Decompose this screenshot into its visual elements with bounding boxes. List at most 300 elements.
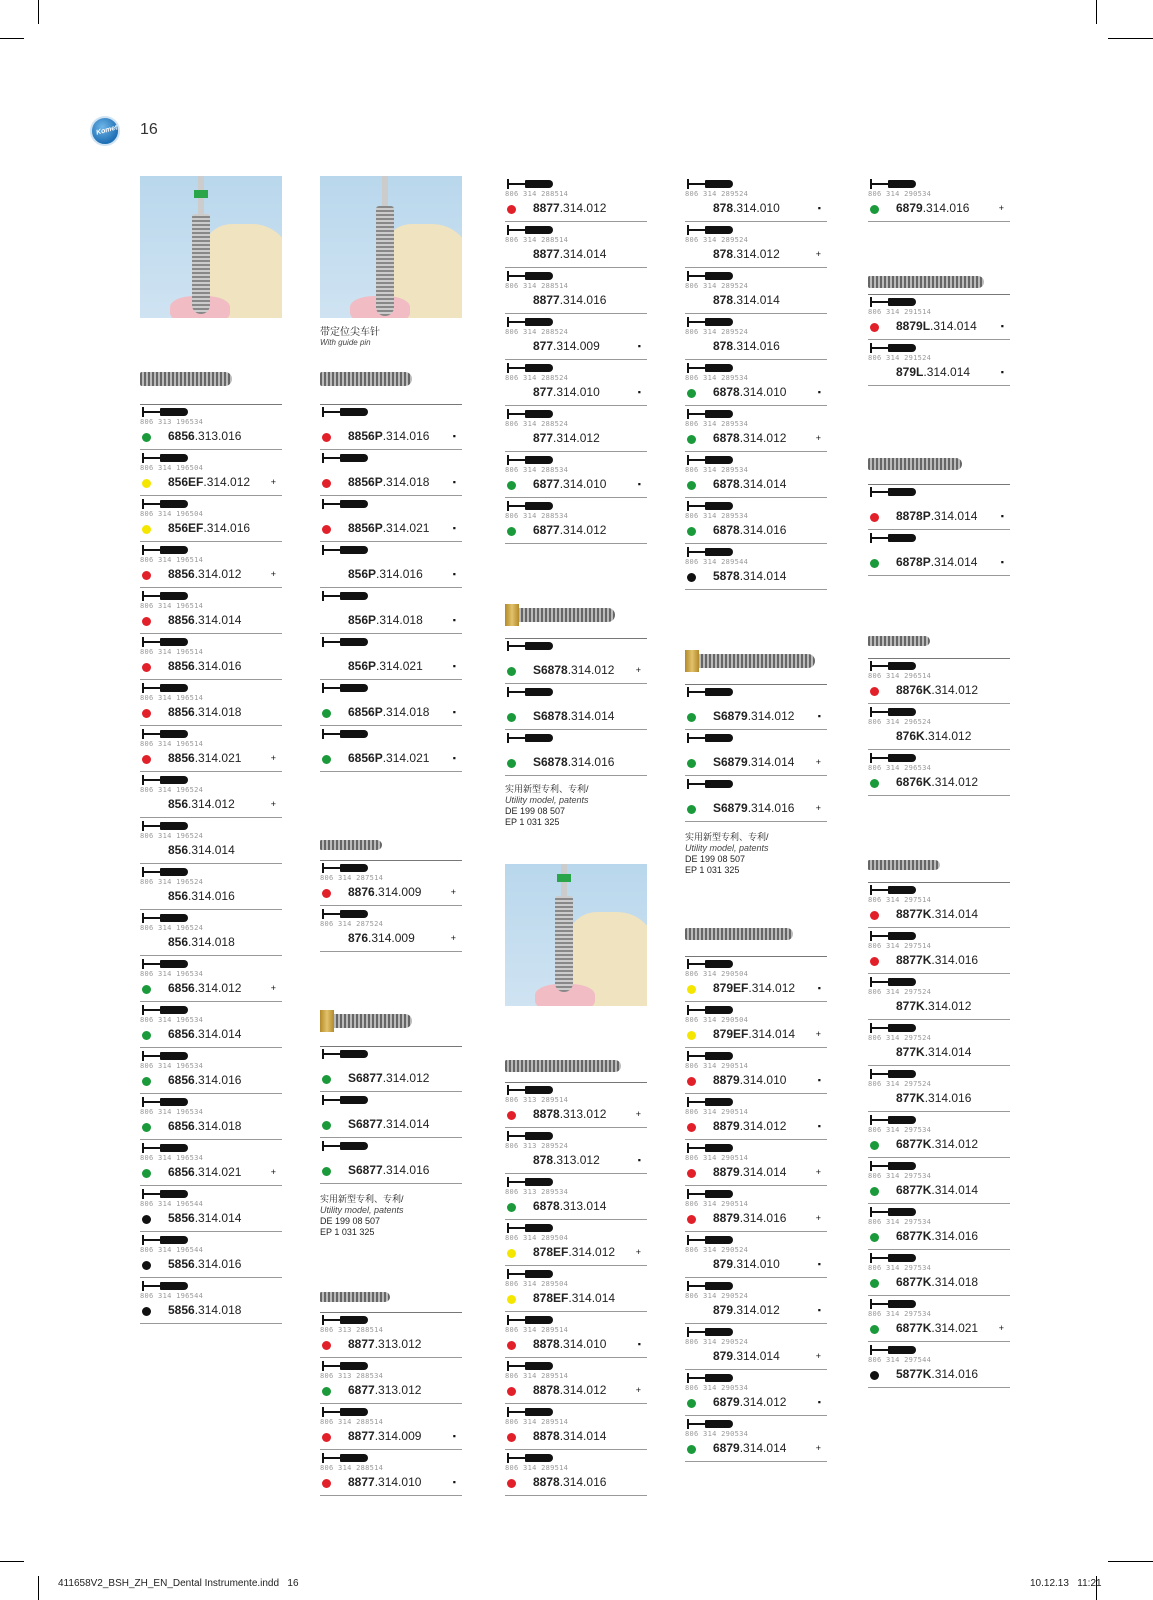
grit-dot <box>687 759 696 768</box>
availability-mark: ▪ <box>452 477 456 487</box>
clinical-illustration <box>140 176 282 318</box>
product-code-prefix: 6856 <box>168 981 195 995</box>
product-code-prefix: 8878P <box>896 509 931 523</box>
row-divider <box>685 589 827 590</box>
product-code-prefix: 877 <box>533 385 554 399</box>
product-code-suffix: .314.010 <box>739 1073 787 1087</box>
product-code-suffix: .314.012 <box>567 663 615 677</box>
product-code-suffix: .313.012 <box>559 1107 607 1121</box>
product-row <box>140 818 282 864</box>
product-code <box>348 885 421 899</box>
product-code-prefix: 6877 <box>533 523 560 537</box>
product-row <box>685 1324 827 1370</box>
crop-mark <box>38 0 39 24</box>
product-code <box>533 477 606 491</box>
product-code-prefix: 6878 <box>713 385 740 399</box>
product-code-prefix: 5877K <box>896 1367 932 1381</box>
order-reference: 806 314 196534 <box>140 970 204 978</box>
product-code <box>168 751 241 765</box>
product-code-prefix: 879EF <box>713 1027 749 1041</box>
product-code-suffix: .314.014 <box>923 365 971 379</box>
product-code <box>896 201 969 215</box>
patent-note-de: DE 199 08 507 <box>505 806 566 816</box>
product-code-suffix: .314.016 <box>931 953 979 967</box>
order-reference: 806 314 196514 <box>140 556 204 564</box>
order-reference: 806 314 289524 <box>685 282 749 290</box>
patent-note-en: Utility model, patents <box>685 843 769 853</box>
grit-dot <box>142 755 151 764</box>
product-code-suffix: .314.016 <box>382 1163 430 1177</box>
product-code <box>713 709 794 723</box>
product-row <box>685 268 827 314</box>
product-code-prefix: 856 <box>168 889 189 903</box>
footer-time: 11:21 <box>1077 1578 1102 1589</box>
bur-image <box>320 372 412 386</box>
order-reference: 806 314 290524 <box>685 1338 749 1346</box>
product-row <box>505 406 647 452</box>
availability-mark: ▪ <box>452 753 456 763</box>
product-row <box>685 1186 827 1232</box>
order-reference: 806 314 196524 <box>140 924 204 932</box>
availability-mark: ▪ <box>1000 511 1004 521</box>
availability-mark: + <box>270 477 276 487</box>
product-code <box>168 659 241 673</box>
product-code-suffix: .314.016 <box>559 293 607 307</box>
order-reference: 806 314 288534 <box>505 466 569 474</box>
order-reference: 806 314 196504 <box>140 464 204 472</box>
product-code-suffix: .314.012 <box>739 431 787 445</box>
product-code <box>348 931 415 945</box>
grit-dot <box>507 1341 516 1350</box>
patent-note-cn: 实用新型专利、专利/ <box>505 784 589 794</box>
product-code-prefix: 856EF <box>168 521 204 535</box>
grit-dot <box>870 323 879 332</box>
product-code <box>713 1303 780 1317</box>
product-code-prefix: 8856 <box>168 567 195 581</box>
order-reference: 806 313 289534 <box>505 1188 569 1196</box>
order-reference: 806 313 288514 <box>320 1326 384 1334</box>
order-reference: 806 314 290504 <box>685 1016 749 1024</box>
product-row <box>320 1138 462 1184</box>
product-code <box>533 1475 606 1489</box>
product-code-suffix: .314.010 <box>559 477 607 491</box>
product-code-suffix: .314.012 <box>553 431 600 445</box>
product-code-suffix: .314.018 <box>194 1303 242 1317</box>
product-row <box>868 928 1010 974</box>
product-code-prefix: 6856 <box>168 1165 195 1179</box>
product-code-suffix: .314.016 <box>931 1367 979 1381</box>
product-code-prefix: S6878 <box>533 709 568 723</box>
product-row <box>140 864 282 910</box>
grit-dot <box>142 709 151 718</box>
product-code <box>348 475 429 489</box>
product-code-suffix: .314.021 <box>194 751 242 765</box>
product-code <box>896 1045 971 1059</box>
product-row <box>140 588 282 634</box>
order-reference: 806 314 288514 <box>320 1418 384 1426</box>
logo-text: Komet <box>95 124 119 137</box>
clinical-illustration <box>320 176 462 318</box>
grit-dot <box>870 957 879 966</box>
patent-note-ep: EP 1 031 325 <box>320 1227 375 1237</box>
product-row <box>685 360 827 406</box>
product-code-prefix: 6877K <box>896 1321 932 1335</box>
product-code <box>896 1229 978 1243</box>
product-row <box>505 1358 647 1404</box>
availability-mark: + <box>270 799 276 809</box>
grit-dot <box>687 1445 696 1454</box>
grit-dot <box>870 559 879 568</box>
product-code <box>896 1183 978 1197</box>
row-divider <box>320 1183 462 1184</box>
product-row <box>868 1250 1010 1296</box>
grit-dot <box>142 1215 151 1224</box>
product-code-prefix: S6878 <box>533 755 568 769</box>
product-code-suffix: .314.021 <box>382 751 430 765</box>
product-row <box>505 1082 647 1128</box>
footer-date: 10.12.13 <box>1030 1578 1069 1589</box>
product-code-suffix: .314.010 <box>733 201 780 215</box>
product-code <box>713 1257 780 1271</box>
grit-dot <box>507 1111 516 1120</box>
product-row <box>140 1232 282 1278</box>
crop-mark <box>1096 0 1097 24</box>
product-row <box>685 684 827 730</box>
product-code-prefix: 6879 <box>896 201 923 215</box>
availability-mark: ▪ <box>1000 321 1004 331</box>
product-row <box>140 450 282 496</box>
order-reference: 806 313 288534 <box>320 1372 384 1380</box>
product-code <box>896 683 978 697</box>
product-row <box>685 1002 827 1048</box>
product-code <box>533 1337 606 1351</box>
grit-dot <box>507 205 516 214</box>
grit-dot <box>687 1031 696 1040</box>
grit-dot <box>687 713 696 722</box>
availability-mark: + <box>815 757 821 767</box>
order-reference: 806 314 196514 <box>140 694 204 702</box>
order-reference: 806 314 290514 <box>685 1062 749 1070</box>
komet-logo <box>90 116 120 146</box>
product-code-prefix: 8877 <box>533 293 560 307</box>
product-code-suffix: .314.014 <box>559 1429 607 1443</box>
product-code <box>168 1303 241 1317</box>
product-code <box>348 705 429 719</box>
bur-image <box>320 1292 390 1302</box>
product-code <box>533 385 600 399</box>
product-code-prefix: S6879 <box>713 755 748 769</box>
grit-dot <box>142 1031 151 1040</box>
grit-dot <box>507 1295 516 1304</box>
product-code <box>533 1429 606 1443</box>
availability-mark: ▪ <box>817 387 821 397</box>
product-row <box>868 1342 1010 1388</box>
product-code <box>713 431 786 445</box>
product-row <box>320 1404 462 1450</box>
product-code <box>168 705 241 719</box>
order-reference: 806 314 196524 <box>140 832 204 840</box>
product-code-prefix: S6879 <box>713 709 748 723</box>
product-row <box>505 1450 647 1496</box>
bur-image <box>320 840 382 850</box>
bur-image <box>868 636 930 646</box>
product-code <box>896 907 978 921</box>
product-row <box>868 176 1010 222</box>
product-code <box>168 1073 241 1087</box>
grit-dot <box>322 1387 331 1396</box>
product-row <box>868 484 1010 530</box>
product-code <box>348 1429 421 1443</box>
order-reference: 806 314 289534 <box>685 466 749 474</box>
order-reference: 806 314 196524 <box>140 878 204 886</box>
order-reference: 806 314 288514 <box>505 282 569 290</box>
product-code-suffix: .314.012 <box>559 1383 607 1397</box>
product-row <box>868 658 1010 704</box>
product-code <box>348 1383 421 1397</box>
order-reference: 806 314 290514 <box>685 1108 749 1116</box>
product-code-prefix: 8879 <box>713 1211 740 1225</box>
product-code-prefix: 8876 <box>348 885 375 899</box>
grit-dot <box>322 433 331 442</box>
product-code-suffix: .313.012 <box>553 1153 600 1167</box>
order-reference: 806 314 288524 <box>505 374 569 382</box>
crop-mark <box>38 1576 39 1600</box>
availability-mark: + <box>815 1443 821 1453</box>
bur-image <box>505 1060 621 1072</box>
product-code <box>713 1119 786 1133</box>
bur-image <box>140 372 232 386</box>
order-reference: 806 314 290524 <box>685 1246 749 1254</box>
product-code-prefix: 6877K <box>896 1229 932 1243</box>
product-code <box>713 1349 780 1363</box>
grit-dot <box>142 1077 151 1086</box>
order-reference: 806 314 196504 <box>140 510 204 518</box>
product-code-prefix: 6878 <box>533 1199 560 1213</box>
patent-note-cn: 实用新型专利、专利/ <box>685 832 769 842</box>
grit-dot <box>870 1325 879 1334</box>
product-code-suffix: .314.018 <box>382 705 430 719</box>
product-code <box>713 1395 786 1409</box>
product-code-suffix: .314.012 <box>188 797 235 811</box>
product-row <box>320 1312 462 1358</box>
patent-note-de: DE 199 08 507 <box>320 1216 381 1226</box>
product-code-suffix: .314.012 <box>931 775 979 789</box>
product-row <box>685 1416 827 1462</box>
product-row <box>505 1312 647 1358</box>
product-row <box>140 910 282 956</box>
product-code <box>713 981 795 995</box>
grit-dot <box>870 1371 879 1380</box>
product-code-suffix: .314.018 <box>188 935 235 949</box>
grit-dot <box>142 985 151 994</box>
crop-mark <box>1108 1561 1153 1562</box>
product-code <box>896 1137 978 1151</box>
availability-mark: ▪ <box>452 707 456 717</box>
order-reference: 806 314 290534 <box>685 1384 749 1392</box>
product-code-suffix: .314.012 <box>733 1303 780 1317</box>
product-code-suffix: .314.014 <box>924 1045 972 1059</box>
caption-guide-pin-en: With guide pin <box>320 338 371 347</box>
footer-filename: 411658V2_BSH_ZH_EN_Dental Instrumente.indd <box>58 1578 280 1589</box>
product-code <box>168 1257 241 1271</box>
product-code <box>713 1073 786 1087</box>
product-code-suffix: .314.012 <box>931 1137 979 1151</box>
grit-dot <box>142 663 151 672</box>
product-code-suffix: .314.016 <box>931 1229 979 1243</box>
product-code-suffix: .314.021 <box>376 659 423 673</box>
product-code-prefix: 856P <box>348 567 377 581</box>
product-code-prefix: 5878 <box>713 569 740 583</box>
product-row <box>868 1158 1010 1204</box>
grit-dot <box>687 1169 696 1178</box>
product-code-suffix: .314.016 <box>188 889 235 903</box>
product-code-suffix: .313.014 <box>559 1199 607 1213</box>
product-row <box>505 314 647 360</box>
product-code-suffix: .314.016 <box>382 429 430 443</box>
product-code-prefix: S6877 <box>348 1071 383 1085</box>
grit-dot <box>322 1167 331 1176</box>
grit-dot <box>507 667 516 676</box>
grit-dot <box>507 1479 516 1488</box>
grit-dot <box>870 205 879 214</box>
product-code <box>168 935 235 949</box>
grit-dot <box>507 481 516 490</box>
order-reference: 806 313 289524 <box>505 1142 569 1150</box>
product-row <box>868 882 1010 928</box>
product-code-prefix: 877 <box>533 339 554 353</box>
availability-mark: + <box>998 1323 1004 1333</box>
order-reference: 806 314 297524 <box>868 988 932 996</box>
product-code-prefix: 5856 <box>168 1257 195 1271</box>
product-code <box>348 1163 429 1177</box>
availability-mark: ▪ <box>637 341 641 351</box>
grit-dot <box>322 479 331 488</box>
product-code <box>348 1117 429 1131</box>
product-code <box>533 1245 615 1259</box>
grit-dot <box>687 481 696 490</box>
product-code <box>168 1027 241 1041</box>
bur-band <box>557 874 571 882</box>
availability-mark: ▪ <box>452 615 456 625</box>
product-row <box>505 360 647 406</box>
availability-mark: ▪ <box>637 479 641 489</box>
order-reference: 806 314 196544 <box>140 1200 204 1208</box>
product-code-suffix: .314.014 <box>931 1183 979 1197</box>
row-divider <box>868 221 1010 222</box>
product-code-prefix: 877K <box>896 1091 925 1105</box>
grit-dot <box>687 527 696 536</box>
product-code-prefix: 6856P <box>348 705 383 719</box>
product-code-prefix: 879 <box>713 1349 734 1363</box>
order-reference: 806 314 196534 <box>140 1016 204 1024</box>
product-code <box>168 1211 241 1225</box>
product-code-suffix: .314.012 <box>924 999 972 1013</box>
product-code-suffix: .314.012 <box>924 729 972 743</box>
product-row <box>868 1204 1010 1250</box>
product-code-suffix: .314.012 <box>748 981 796 995</box>
product-row <box>505 730 647 776</box>
product-code <box>713 1211 786 1225</box>
order-reference: 806 314 289514 <box>505 1326 569 1334</box>
row-divider <box>685 821 827 822</box>
grit-dot <box>322 755 331 764</box>
product-code-prefix: 6876K <box>896 775 932 789</box>
grit-dot <box>142 433 151 442</box>
product-code-suffix: .314.018 <box>194 1119 242 1133</box>
product-code <box>713 385 786 399</box>
order-reference: 806 314 297534 <box>868 1310 932 1318</box>
product-row <box>140 772 282 818</box>
product-code <box>168 613 241 627</box>
order-reference: 806 314 289534 <box>685 374 749 382</box>
bur-image <box>868 276 984 288</box>
availability-mark: + <box>270 753 276 763</box>
product-code <box>713 293 780 307</box>
product-code-suffix: .314.016 <box>733 339 780 353</box>
order-reference: 806 314 297524 <box>868 1080 932 1088</box>
availability-mark: + <box>815 1213 821 1223</box>
product-code <box>533 663 614 677</box>
product-code-prefix: 8879 <box>713 1073 740 1087</box>
product-code <box>713 1027 795 1041</box>
product-code <box>896 999 971 1013</box>
product-row <box>505 638 647 684</box>
product-code <box>533 1291 615 1305</box>
product-row <box>140 956 282 1002</box>
product-code-suffix: .314.012 <box>931 683 979 697</box>
product-code-prefix: 856 <box>168 843 189 857</box>
product-code-prefix: 878 <box>713 293 734 307</box>
product-code-prefix: 878 <box>533 1153 554 1167</box>
product-row <box>685 1094 827 1140</box>
grit-dot <box>142 1307 151 1316</box>
row-divider <box>868 575 1010 576</box>
product-code-suffix: .314.014 <box>930 319 977 333</box>
grit-dot <box>142 1261 151 1270</box>
bur-image <box>505 608 615 622</box>
product-code <box>533 201 606 215</box>
product-row <box>320 860 462 906</box>
product-code-prefix: 6877 <box>348 1383 375 1397</box>
product-code-suffix: .314.014 <box>382 1117 430 1131</box>
patent-note <box>685 832 769 876</box>
order-reference: 806 314 297534 <box>868 1264 932 1272</box>
availability-mark: + <box>270 569 276 579</box>
product-code-prefix: 6877 <box>533 477 560 491</box>
order-reference: 806 314 289514 <box>505 1464 569 1472</box>
clinical-illustration <box>505 864 647 1006</box>
order-reference: 806 314 297514 <box>868 896 932 904</box>
caption-guide-pin-cn: 带定位尖车针 <box>320 327 380 338</box>
product-row <box>140 680 282 726</box>
product-code-suffix: .314.016 <box>924 1091 972 1105</box>
product-row <box>320 496 462 542</box>
product-code <box>533 523 606 537</box>
product-row <box>320 588 462 634</box>
grit-dot <box>687 1123 696 1132</box>
order-reference: 806 314 289524 <box>685 328 749 336</box>
product-code <box>168 1119 241 1133</box>
availability-mark: + <box>815 1351 821 1361</box>
product-row <box>140 404 282 450</box>
product-code <box>896 1321 978 1335</box>
product-code-prefix: 8877 <box>348 1429 375 1443</box>
product-row <box>505 222 647 268</box>
product-code-prefix: 8879L <box>896 319 931 333</box>
order-reference: 806 314 287514 <box>320 874 384 882</box>
product-code-prefix: 6878 <box>713 523 740 537</box>
product-code-suffix: .314.012 <box>382 1071 430 1085</box>
